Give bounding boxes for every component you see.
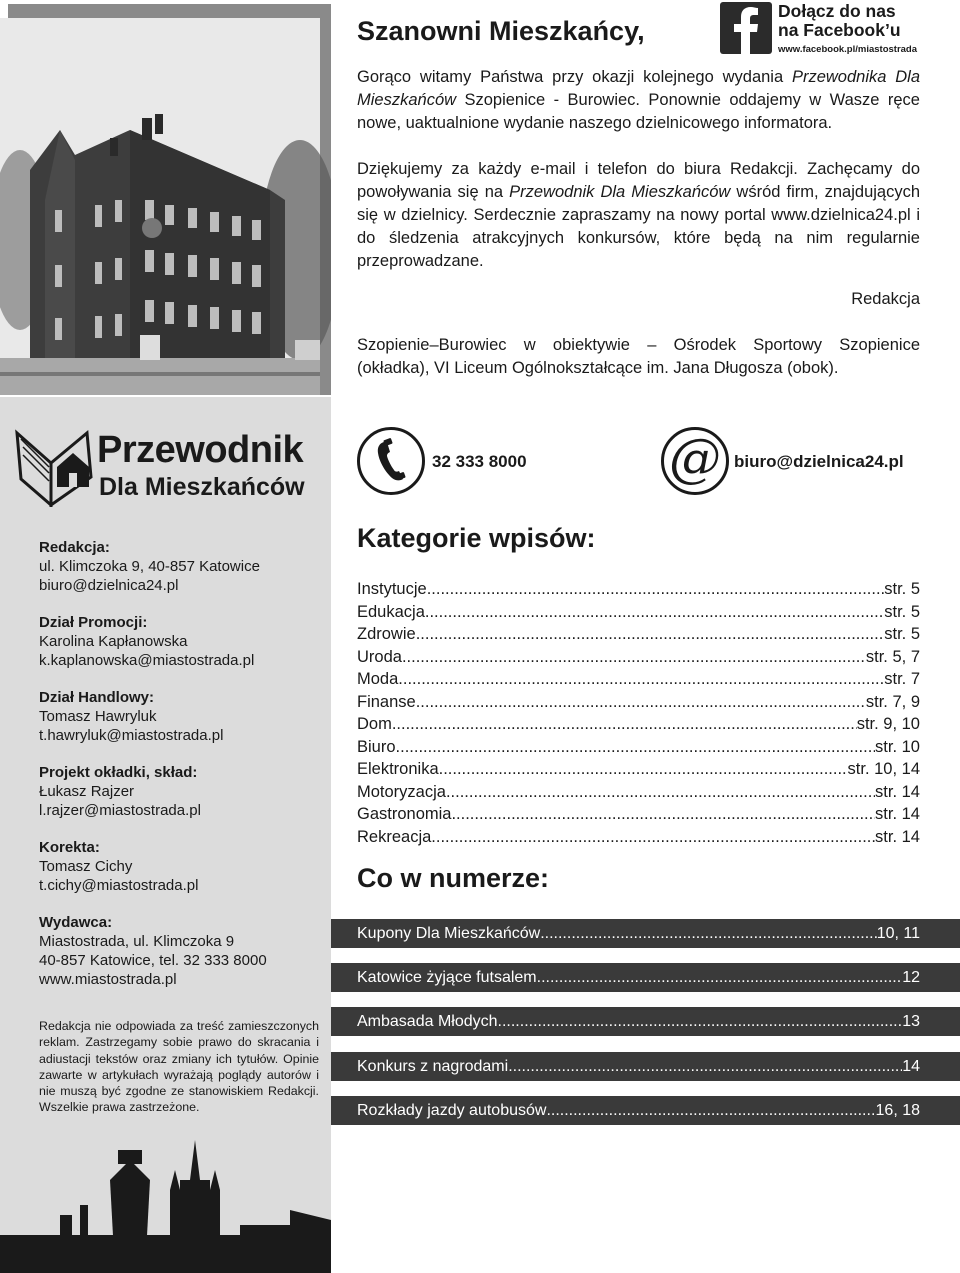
- category-name: Moda: [357, 670, 399, 688]
- in-issue-title: Konkurs z nagrodami: [357, 1057, 509, 1075]
- leader-dots: [416, 623, 885, 646]
- category-name: Edukacja: [357, 602, 425, 621]
- leader-dots: [439, 758, 848, 781]
- category-row: [357, 578, 920, 601]
- category-row: [357, 691, 920, 714]
- intro-paragraph-1: [357, 66, 920, 135]
- in-issue-title: Ambasada Młodych: [357, 1012, 498, 1030]
- leader-dots: [498, 1013, 903, 1031]
- photo-caption: Szopienie–Burowiec w obiektywie – Ośrodek Sportowy Szopienice (okładka), VI Liceum Ogólnokształcące im. Jana Długosza (obok).: [357, 336, 920, 377]
- category-row: [357, 781, 920, 804]
- category-row: [357, 601, 920, 624]
- categories-heading: Kategorie wpisów:: [357, 523, 596, 553]
- category-page: str. 5: [884, 625, 920, 643]
- category-page: str. 10: [875, 737, 920, 756]
- staff-block-title: Dział Promocji:: [39, 614, 148, 631]
- leader-dots: [427, 578, 885, 601]
- staff-block-line[interactable]: k.kaplanowska@miastostrada.pl: [39, 652, 255, 669]
- staff-block-line[interactable]: t.cichy@miastostrada.pl: [39, 877, 199, 894]
- staff-block: [39, 538, 319, 595]
- category-row: [357, 758, 920, 781]
- staff-block-line: Łukasz Rajzer: [39, 783, 135, 800]
- categories-list: [357, 578, 920, 848]
- in-issue-page: 13: [902, 1012, 920, 1030]
- category-row: [357, 713, 920, 736]
- staff-block-title: Wydawca:: [39, 914, 113, 931]
- page-headline: Szanowni Mieszkańcy,: [357, 16, 645, 46]
- category-name: Zdrowie: [357, 625, 416, 643]
- intro-p1-a: Gorąco witamy Państwa przy okazji kolejnego wydania: [357, 68, 792, 86]
- left-column: [0, 0, 331, 1273]
- intro-text: [357, 66, 920, 296]
- book-house-icon: [15, 427, 95, 507]
- facebook-title-line2: na Facebook’u: [778, 20, 901, 40]
- category-name: Uroda: [357, 647, 402, 666]
- category-page: str. 5: [884, 602, 920, 621]
- staff-block-line: 40-857 Katowice, tel. 32 333 8000: [39, 952, 267, 969]
- category-row: [357, 736, 920, 759]
- in-issue-page: 16, 18: [875, 1101, 920, 1119]
- category-row: [357, 803, 920, 826]
- category-page: str. 14: [875, 782, 920, 801]
- category-row: [357, 646, 920, 669]
- intro-p1-b: Szopienice - Burowiec. Ponownie oddajemy w Wasze ręce nowe, uaktualnione wydanie naszego dzielnicowego informatora.: [357, 91, 920, 132]
- category-page: str. 14: [875, 805, 920, 823]
- staff-list: [39, 538, 319, 1007]
- in-issue-item: [331, 1096, 960, 1125]
- leader-dots: [398, 668, 884, 691]
- intro-p1-italic: Przewodnika Dla Mieszkańców: [357, 68, 921, 109]
- category-name: Instytucje: [357, 580, 427, 598]
- in-issue-item: [331, 1007, 960, 1036]
- leader-dots: [425, 601, 884, 624]
- intro-paragraph-2: [357, 158, 920, 273]
- leader-dots: [508, 1058, 902, 1076]
- staff-block-title: Redakcja:: [39, 539, 110, 556]
- logo-subtitle: Dla Mieszkańców: [99, 473, 305, 501]
- category-page: str. 9, 10: [856, 715, 920, 733]
- in-issue-item: [331, 963, 960, 992]
- in-issue-item: [331, 919, 960, 948]
- leader-dots: [416, 691, 866, 714]
- category-page: str. 10, 14: [847, 760, 920, 778]
- facebook-title-line1: Dołącz do nas: [778, 1, 896, 21]
- facebook-url[interactable]: www.facebook.pl/miastostrada: [778, 44, 918, 55]
- email-address[interactable]: biuro@dzielnica24.pl: [734, 452, 904, 471]
- category-name: Gastronomia: [357, 805, 452, 823]
- logo-title: Przewodnik: [97, 429, 304, 471]
- category-page: str. 7: [884, 670, 920, 688]
- staff-block-line: ul. Klimczoka 9, 40-857 Katowice: [39, 558, 260, 575]
- signature: Redakcja: [851, 290, 920, 308]
- in-issue-title: Kupony Dla Mieszkańców: [357, 924, 541, 942]
- staff-block-line[interactable]: t.hawryluk@miastostrada.pl: [39, 727, 224, 744]
- city-skyline-illustration: [0, 1140, 331, 1273]
- phone-icon: [357, 427, 425, 495]
- phone-number[interactable]: 32 333 8000: [432, 452, 527, 471]
- staff-block: [39, 913, 319, 989]
- category-row: [357, 668, 920, 691]
- staff-block-line: Karolina Kapłanowska: [39, 633, 188, 650]
- category-page: str. 14: [875, 827, 920, 846]
- staff-block-line[interactable]: biuro@dzielnica24.pl: [39, 577, 179, 594]
- category-name: Finanse: [357, 692, 416, 711]
- in-issue-title: Katowice żyjące futsalem: [357, 968, 537, 986]
- in-issue-title: Rozkłady jazdy autobusów: [357, 1101, 547, 1119]
- staff-block-title: Dział Handlowy:: [39, 689, 155, 706]
- in-issue-page: 10, 11: [876, 924, 920, 942]
- category-name: Elektronika: [357, 760, 439, 778]
- school-building-photo: [0, 0, 331, 395]
- category-name: Motoryzacja: [357, 782, 446, 801]
- leader-dots: [537, 969, 903, 987]
- leader-dots: [451, 803, 875, 826]
- staff-block-line: Tomasz Cichy: [39, 858, 133, 875]
- publication-logo: [15, 427, 325, 507]
- category-name: Biuro: [357, 737, 396, 756]
- leader-dots: [402, 646, 866, 669]
- staff-block-line[interactable]: www.miastostrada.pl: [39, 971, 177, 988]
- facebook-title: [778, 2, 901, 40]
- disclaimer: Redakcja nie odpowiada za treść zamieszczonych reklam. Zastrzegamy sobie prawo do skracania i adiustacji tekstów oraz zmiany ich tytułów. Opinie zawarte w artykułach wyrażają poglądy autorów i nie muszą być zgodne ze stanowiskiem Redakcji. Wszelkie prawa zastrzeżone.: [39, 1019, 319, 1115]
- leader-dots: [396, 736, 876, 759]
- leader-dots: [392, 713, 857, 736]
- category-page: str. 5: [884, 580, 920, 598]
- staff-block-title: Korekta:: [39, 839, 100, 856]
- intro-p2-italic: Przewodnik Dla Mieszkańców: [509, 183, 731, 201]
- staff-block-line: Tomasz Hawryluk: [39, 708, 157, 725]
- category-name: Rekreacja: [357, 827, 432, 846]
- intro-p2-b: wśród firm, znajdujących się w dzielnicy. Serdecznie zapraszamy na nowy portal www.dzielnica24.pl i do śledzenia atrakcyjnych konkursów, które będą na nim regularnie przeprowadzane.: [357, 183, 921, 270]
- staff-block-line[interactable]: l.rajzer@miastostrada.pl: [39, 802, 201, 819]
- leader-dots: [431, 826, 875, 849]
- leader-dots: [446, 781, 875, 804]
- in-issue-page: 14: [902, 1057, 920, 1075]
- intro-p2-a: Dziękujemy za każdy e-mail i telefon do biura Redakcji. Zachęcamy do powoływania się na: [357, 160, 920, 201]
- category-row: [357, 826, 920, 849]
- in-issue-heading: Co w numerze:: [357, 863, 550, 893]
- category-row: [357, 623, 920, 646]
- in-issue-page: 12: [902, 968, 920, 986]
- category-page: str. 7, 9: [865, 692, 920, 711]
- category-name: Dom: [357, 715, 392, 733]
- staff-block-title: Projekt okładki, skład:: [39, 764, 198, 781]
- staff-block: [39, 838, 319, 895]
- category-page: str. 5, 7: [865, 647, 920, 666]
- staff-block-line: Miastostrada, ul. Klimczoka 9: [39, 933, 235, 950]
- facebook-badge[interactable]: [720, 2, 920, 56]
- facebook-icon: [720, 2, 772, 54]
- staff-block: [39, 763, 319, 820]
- leader-dots: [540, 925, 877, 943]
- leader-dots: [546, 1102, 875, 1120]
- staff-block: [39, 613, 319, 670]
- email-icon: @: [661, 427, 729, 495]
- staff-block: [39, 688, 319, 745]
- in-issue-item: [331, 1052, 960, 1081]
